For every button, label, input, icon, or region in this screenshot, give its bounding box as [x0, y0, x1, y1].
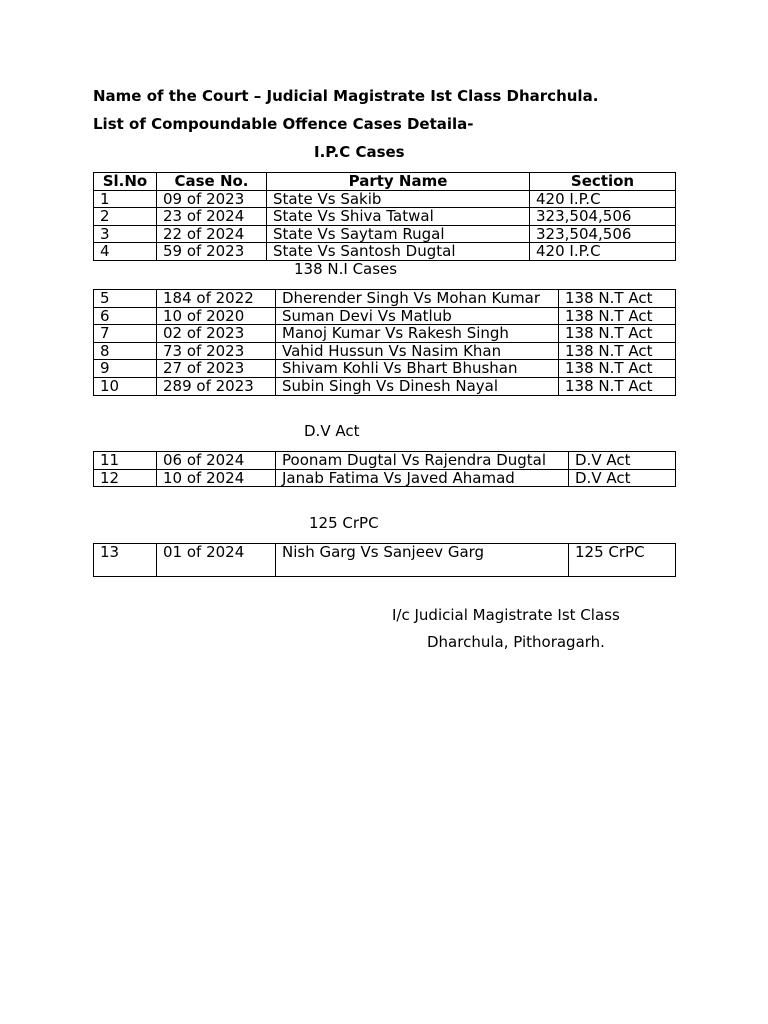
cell-case-no: 06 of 2024: [157, 452, 276, 470]
cell-case-no: 73 of 2023: [157, 342, 276, 360]
cell-sl-no: 11: [94, 452, 157, 470]
dv-cases-table: [93, 451, 676, 487]
cell-section: 138 N.T Act: [559, 342, 676, 360]
table-row: [94, 377, 676, 395]
cell-party-name: Shivam Kohli Vs Bhart Bhushan: [276, 360, 559, 378]
cell-section: 138 N.T Act: [559, 377, 676, 395]
cell-case-no: 09 of 2023: [157, 190, 267, 208]
ni-cases-table: [93, 289, 676, 396]
cell-section: 125 CrPC: [569, 544, 676, 577]
column-header-case-no: Case No.: [157, 173, 267, 191]
cell-party-name: Subin Singh Vs Dinesh Nayal: [276, 377, 559, 395]
crpc-cases-table: [93, 543, 676, 577]
cell-case-no: 27 of 2023: [157, 360, 276, 378]
cell-section: 420 I.P.C: [530, 190, 676, 208]
cell-sl-no: 7: [94, 325, 157, 343]
crpc-section-title: 125 CrPC: [309, 514, 379, 532]
column-header-sl-no: Sl.No: [94, 173, 157, 191]
cell-sl-no: 5: [94, 290, 157, 308]
table-row: [94, 307, 676, 325]
cell-case-no: 289 of 2023: [157, 377, 276, 395]
cell-section: 420 I.P.C: [530, 243, 676, 261]
cell-party-name: Nish Garg Vs Sanjeev Garg: [276, 544, 569, 577]
cell-party-name: State Vs Shiva Tatwal: [267, 208, 530, 226]
dv-section-title: D.V Act: [304, 422, 360, 440]
cell-case-no: 10 of 2020: [157, 307, 276, 325]
cell-party-name: Vahid Hussun Vs Nasim Khan: [276, 342, 559, 360]
ipc-cases-table: [93, 172, 676, 261]
cell-case-no: 22 of 2024: [157, 225, 267, 243]
ipc-section-title: I.P.C Cases: [314, 143, 405, 161]
cell-case-no: 02 of 2023: [157, 325, 276, 343]
cell-party-name: State Vs Santosh Dugtal: [267, 243, 530, 261]
cell-sl-no: 2: [94, 208, 157, 226]
cell-sl-no: 12: [94, 469, 157, 487]
cell-party-name: State Vs Sakib: [267, 190, 530, 208]
table-header-row: [94, 173, 676, 191]
court-name-heading: Name of the Court – Judicial Magistrate Ist Class Dharchula.: [93, 87, 599, 105]
cell-case-no: 23 of 2024: [157, 208, 267, 226]
cell-party-name: State Vs Saytam Rugal: [267, 225, 530, 243]
cell-case-no: 10 of 2024: [157, 469, 276, 487]
cell-sl-no: 9: [94, 360, 157, 378]
table-row: [94, 290, 676, 308]
table-row: [94, 243, 676, 261]
cell-sl-no: 1: [94, 190, 157, 208]
cell-section: D.V Act: [569, 469, 676, 487]
table-row: [94, 225, 676, 243]
cell-sl-no: 10: [94, 377, 157, 395]
cell-sl-no: 8: [94, 342, 157, 360]
cell-sl-no: 3: [94, 225, 157, 243]
table-row: [94, 360, 676, 378]
cell-section: 323,504,506: [530, 225, 676, 243]
cell-section: 138 N.T Act: [559, 325, 676, 343]
table-row: [94, 190, 676, 208]
cell-section: 138 N.T Act: [559, 360, 676, 378]
signature-location: Dharchula, Pithoragarh.: [427, 633, 605, 651]
table-row: [94, 469, 676, 487]
cell-party-name: Manoj Kumar Vs Rakesh Singh: [276, 325, 559, 343]
cell-case-no: 59 of 2023: [157, 243, 267, 261]
cell-sl-no: 13: [94, 544, 157, 577]
table-row: [94, 544, 676, 577]
cell-section: D.V Act: [569, 452, 676, 470]
ni-section-title: 138 N.I Cases: [294, 260, 398, 278]
cell-party-name: Janab Fatima Vs Javed Ahamad: [276, 469, 569, 487]
column-header-section: Section: [530, 173, 676, 191]
cell-case-no: 01 of 2024: [157, 544, 276, 577]
cell-case-no: 184 of 2022: [157, 290, 276, 308]
table-row: [94, 342, 676, 360]
cell-section: 138 N.T Act: [559, 290, 676, 308]
table-row: [94, 452, 676, 470]
table-row: [94, 325, 676, 343]
column-header-party-name: Party Name: [267, 173, 530, 191]
cell-section: 138 N.T Act: [559, 307, 676, 325]
cell-sl-no: 4: [94, 243, 157, 261]
signature-designation: I/c Judicial Magistrate Ist Class: [392, 606, 620, 624]
cell-party-name: Dherender Singh Vs Mohan Kumar: [276, 290, 559, 308]
cell-party-name: Suman Devi Vs Matlub: [276, 307, 559, 325]
cell-sl-no: 6: [94, 307, 157, 325]
table-row: [94, 208, 676, 226]
list-heading: List of Compoundable Offence Cases Detaila-: [93, 115, 474, 133]
cell-party-name: Poonam Dugtal Vs Rajendra Dugtal: [276, 452, 569, 470]
cell-section: 323,504,506: [530, 208, 676, 226]
